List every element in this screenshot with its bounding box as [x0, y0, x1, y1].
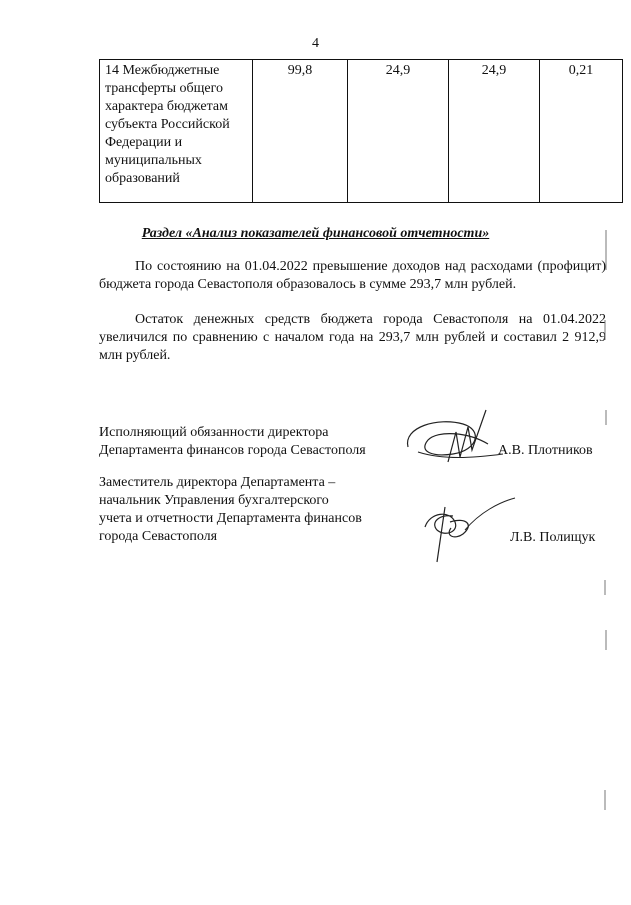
signatory-title-line: учета и отчетности Департамента финансов [99, 511, 362, 526]
signatory-2-name: Л.В. Полищук [510, 530, 596, 545]
handwritten-signature-2 [415, 492, 525, 572]
table-cell-value: 24,9 [348, 60, 449, 203]
signatory-title-line: начальник Управления бухгалтерского [99, 493, 329, 508]
signatory-1-title [99, 424, 366, 460]
paragraph-balance: Остаток денежных средств бюджета города Севастополя на 01.04.2022 увеличился по сравнению с началом года на 293,7 млн рублей и составил 2 912,9 млн рублей. [99, 312, 606, 363]
handwritten-signature-1 [398, 402, 508, 477]
table-row [100, 60, 623, 203]
signatory-title-line: города Севастополя [99, 529, 218, 544]
table-cell-value: 0,21 [540, 60, 623, 203]
page-number: 4 [312, 36, 319, 51]
signatory-title-line: Исполняющий обязанности директора [99, 425, 329, 440]
scan-edge-artifact [603, 230, 609, 870]
table-cell-value: 24,9 [449, 60, 540, 203]
signatory-title-line: Заместитель директора Департамента – [99, 475, 336, 490]
table-cell-name: 14 Межбюджетные трансферты общего характера бюджетам субъекта Российской Федерации и муниципальных образований [100, 60, 253, 203]
signatory-1-name: А.В. Плотников [498, 443, 593, 458]
signatory-2-title [99, 474, 362, 546]
budget-table [99, 59, 623, 203]
signatory-title-line: Департамента финансов города Севастополя [99, 443, 366, 458]
paragraph-surplus: По состоянию на 01.04.2022 превышение доходов над расходами (профицит) бюджета города Севастополя образовалось в сумме 293,7 млн рублей. [99, 259, 606, 292]
section-heading: Раздел «Анализ показателей финансовой отчетности» [141, 226, 490, 241]
table-cell-value: 99,8 [253, 60, 348, 203]
